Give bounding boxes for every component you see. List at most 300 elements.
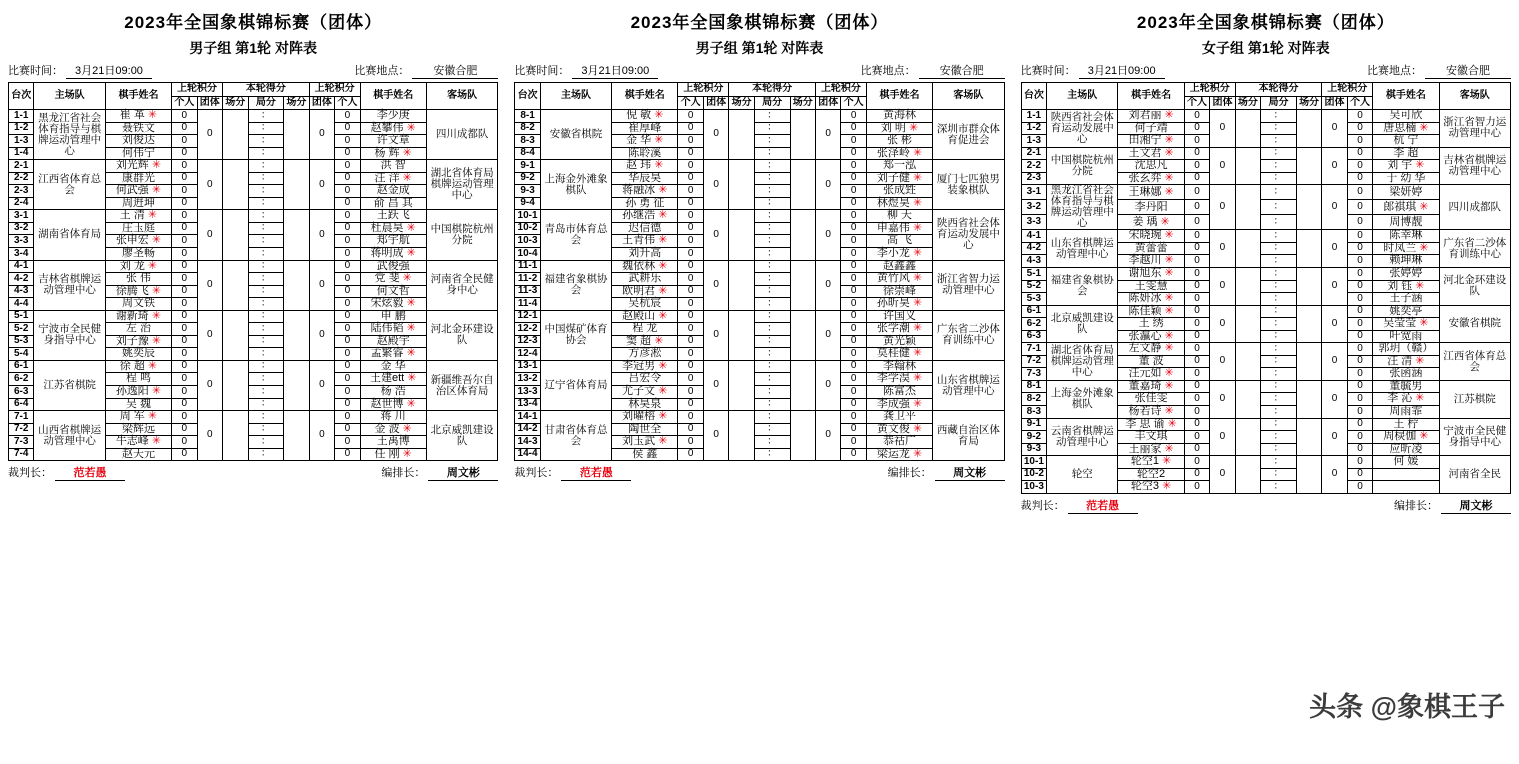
- player-name: 李 超: [1393, 146, 1419, 159]
- away-prev-person-score: 0: [841, 122, 866, 135]
- home-prev-person-score: 0: [678, 386, 703, 399]
- red-side-marker: ✳: [403, 221, 416, 234]
- col-header-person: 个人: [172, 96, 197, 110]
- red-side-marker: ✳: [1161, 146, 1174, 159]
- player-name-cell: [1373, 230, 1439, 243]
- referee-value: 范若愚: [1068, 497, 1138, 514]
- table-row: [515, 310, 1004, 323]
- col-header-prev-score: 上轮积分: [172, 83, 223, 97]
- this-round-game-score: ：: [1261, 280, 1297, 293]
- away-prev-person-score: 0: [841, 260, 866, 273]
- this-round-game-score: ：: [1261, 200, 1297, 215]
- player-name: 林煜昊: [876, 196, 910, 209]
- player-name: 谢旭东: [1128, 266, 1162, 279]
- col-header-tai: 台次: [515, 83, 540, 110]
- this-round-field-score: [729, 210, 754, 260]
- this-round-game-score: ：: [754, 235, 790, 248]
- home-prev-person-score: 0: [1184, 318, 1209, 331]
- player-name: 刘曜榕: [622, 410, 656, 423]
- red-side-marker: ✳: [1161, 367, 1174, 380]
- this-round-game-score: ：: [754, 147, 790, 160]
- player-name-cell: [1118, 305, 1184, 318]
- this-round-game-score: ：: [754, 260, 790, 273]
- player-name: 谢新琦: [115, 309, 149, 322]
- away-prev-person-score: 0: [1347, 122, 1372, 135]
- red-side-marker: ✳: [655, 209, 668, 222]
- home-prev-person-score: 0: [172, 235, 197, 248]
- player-name-cell: [360, 172, 426, 185]
- player-name-cell: [105, 298, 171, 311]
- away-prev-person-score: 0: [841, 423, 866, 436]
- red-side-marker: ✳: [399, 447, 412, 460]
- home-prev-person-score: 0: [678, 323, 703, 336]
- away-team-cell: 新疆维吾尔自治区体育局: [426, 360, 497, 410]
- player-name-cell: [1118, 393, 1184, 406]
- table-row: [1021, 305, 1510, 318]
- player-name: 赵鑫鑫: [883, 259, 917, 272]
- player-name: 武俊强: [376, 259, 410, 272]
- this-round-game-score: ：: [248, 436, 284, 449]
- player-name: 周棂伽: [1383, 430, 1417, 443]
- this-round-game-score: ：: [754, 248, 790, 261]
- player-name: 刘 明: [880, 121, 906, 134]
- player-name-cell: [1373, 185, 1439, 200]
- away-team-cell: 四川成都队: [1439, 185, 1510, 230]
- sheet-panel-1: [0, 0, 506, 764]
- away-prev-team-score: 0: [1322, 147, 1347, 185]
- red-side-marker: ✳: [1161, 292, 1174, 305]
- this-round-field-score-2: [284, 310, 309, 360]
- home-team-cell: 甘肃省体育总会: [540, 411, 611, 461]
- home-prev-person-score: 0: [1184, 393, 1209, 406]
- away-prev-person-score: 0: [335, 411, 360, 424]
- player-name: 张佳雯: [1134, 392, 1168, 405]
- this-round-game-score: ：: [248, 335, 284, 348]
- tai-cell: 10-1: [1021, 456, 1046, 469]
- red-side-marker: ✳: [909, 146, 923, 159]
- home-prev-team-score: 0: [1210, 185, 1235, 230]
- player-name: 龚卫平: [883, 410, 917, 423]
- tai-cell: 13-4: [515, 398, 540, 411]
- away-team-cell: 河南省全民健身中心: [426, 260, 497, 310]
- away-team-cell: 北京威凯建设队: [426, 411, 497, 461]
- tai-cell: 1-3: [1021, 135, 1046, 148]
- tai-cell: 9-3: [1021, 443, 1046, 456]
- this-round-field-score-2: [1296, 456, 1321, 494]
- this-round-game-score: ：: [754, 360, 790, 373]
- player-name: 董毓男: [1389, 379, 1423, 392]
- away-prev-person-score: 0: [1347, 267, 1372, 280]
- player-name-cell: [866, 335, 932, 348]
- away-prev-team-score: 0: [815, 260, 840, 310]
- player-name-cell: [866, 260, 932, 273]
- away-prev-person-score: 0: [1347, 110, 1372, 123]
- home-prev-person-score: 0: [678, 135, 703, 148]
- red-side-marker: ✳: [909, 196, 923, 209]
- table-row: [1021, 418, 1510, 431]
- this-round-game-score: ：: [248, 273, 284, 286]
- home-prev-person-score: 0: [678, 260, 703, 273]
- home-prev-team-score: 0: [1210, 456, 1235, 494]
- away-prev-person-score: 0: [841, 373, 866, 386]
- this-round-game-score: ：: [1261, 343, 1297, 356]
- home-prev-person-score: 0: [172, 260, 197, 273]
- home-prev-person-score: 0: [1184, 280, 1209, 293]
- this-round-game-score: ：: [754, 423, 790, 436]
- this-round-game-score: ：: [1261, 431, 1297, 444]
- home-prev-person-score: 0: [172, 386, 197, 399]
- player-name: 迟信德: [628, 221, 662, 234]
- player-name-cell: [612, 260, 678, 273]
- tai-cell: 5-3: [9, 335, 34, 348]
- meta-row: [8, 62, 498, 79]
- away-prev-person-score: 0: [841, 248, 866, 261]
- tai-cell: 8-1: [1021, 380, 1046, 393]
- player-name-cell: [1373, 343, 1439, 356]
- player-name-cell: [866, 373, 932, 386]
- table-row: [515, 210, 1004, 223]
- away-prev-person-score: 0: [841, 310, 866, 323]
- match-time-label: 比赛时间：: [8, 65, 63, 77]
- red-side-marker: ✳: [399, 272, 412, 285]
- player-name-cell: [1118, 160, 1184, 173]
- away-prev-person-score: 0: [1347, 406, 1372, 419]
- player-name: 赖坤琳: [1389, 254, 1423, 267]
- home-team-cell: 安徽省棋院: [540, 110, 611, 160]
- tai-cell: 3-3: [9, 235, 34, 248]
- player-name: 姚奕亭: [1389, 304, 1423, 317]
- player-name-cell: [612, 373, 678, 386]
- home-prev-team-score: 0: [1210, 343, 1235, 381]
- col-header-team-2: 团体: [815, 96, 840, 110]
- player-name-cell: [360, 210, 426, 223]
- tai-cell: 5-3: [1021, 293, 1046, 306]
- player-name-cell: [612, 335, 678, 348]
- pairing-table: [8, 82, 498, 461]
- player-name: 赵世博: [370, 397, 404, 410]
- player-name: 方彦淞: [628, 347, 662, 360]
- away-prev-person-score: 0: [335, 436, 360, 449]
- this-round-game-score: ：: [248, 298, 284, 311]
- player-name-cell: [105, 248, 171, 261]
- col-header-game: 局分: [754, 96, 790, 110]
- this-round-game-score: ：: [1261, 318, 1297, 331]
- this-round-field-score-2: [284, 160, 309, 210]
- player-name-cell: [360, 335, 426, 348]
- player-name: 林昊泉: [628, 397, 662, 410]
- this-round-field-score: [223, 160, 248, 210]
- player-name: 武耕乐: [628, 272, 662, 285]
- player-name-cell: [866, 411, 932, 424]
- away-prev-person-score: 0: [841, 185, 866, 198]
- tai-cell: 10-4: [515, 248, 540, 261]
- home-team-cell: 上海金外滩象棋队: [540, 160, 611, 210]
- tai-cell: 1-1: [9, 110, 34, 123]
- player-name-cell: [360, 411, 426, 424]
- this-round-game-score: ：: [1261, 418, 1297, 431]
- away-prev-team-score: 0: [1322, 418, 1347, 456]
- table-row: [1021, 343, 1510, 356]
- this-round-game-score: ：: [248, 197, 284, 210]
- home-prev-person-score: 0: [172, 160, 197, 173]
- table-row: [515, 110, 1004, 123]
- home-prev-person-score: 0: [678, 398, 703, 411]
- player-name-cell: [360, 248, 426, 261]
- player-name: 崔 革: [119, 109, 145, 121]
- col-header-field-2: 场分: [790, 96, 815, 110]
- player-name: 魏依林: [622, 259, 656, 272]
- player-name: 董 波: [1138, 354, 1164, 367]
- player-name: 洪 智: [380, 159, 406, 172]
- player-name-cell: [105, 135, 171, 148]
- col-header-game: 局分: [1261, 96, 1297, 110]
- away-prev-person-score: 0: [841, 222, 866, 235]
- player-name-cell: [1373, 318, 1439, 331]
- this-round-game-score: ：: [754, 285, 790, 298]
- match-time-value: 3月21日09:00: [1079, 62, 1165, 79]
- home-prev-person-score: 0: [1184, 418, 1209, 431]
- player-name: 叶宽雨: [1389, 329, 1423, 342]
- away-prev-person-score: 0: [1347, 343, 1372, 356]
- player-name: 董嘉琦: [1128, 379, 1162, 392]
- col-header-person-2: 个人: [335, 96, 360, 110]
- player-name-cell: [1373, 280, 1439, 293]
- tai-cell: 9-4: [515, 197, 540, 210]
- away-prev-person-score: 0: [335, 172, 360, 185]
- home-prev-person-score: 0: [1184, 355, 1209, 368]
- tai-cell: 12-2: [515, 323, 540, 336]
- this-round-game-score: ：: [1261, 355, 1297, 368]
- tai-cell: 3-3: [1021, 215, 1046, 230]
- player-name-cell: [866, 210, 932, 223]
- this-round-field-score: [223, 360, 248, 410]
- this-round-game-score: ：: [248, 323, 284, 336]
- referee-value: 范若愚: [561, 464, 631, 481]
- home-team-cell: 湖南省体育局: [34, 210, 105, 260]
- red-side-marker: ✳: [144, 410, 158, 423]
- player-name-cell: [360, 423, 426, 436]
- col-header-home-player: 棋手姓名: [105, 83, 171, 110]
- away-prev-person-score: 0: [335, 310, 360, 323]
- tai-cell: 2-4: [9, 197, 34, 210]
- player-name-cell: [105, 160, 171, 173]
- player-name-cell: [612, 185, 678, 198]
- red-side-marker: ✳: [1161, 171, 1174, 184]
- table-row: [1021, 267, 1510, 280]
- away-prev-person-score: 0: [841, 411, 866, 424]
- away-prev-team-score: 0: [1322, 343, 1347, 381]
- player-name-cell: [360, 386, 426, 399]
- player-name: 轮空1: [1130, 455, 1160, 468]
- col-header-team: 团体: [1210, 96, 1235, 110]
- player-name-cell: [1118, 280, 1184, 293]
- player-name-cell: [360, 273, 426, 286]
- red-side-marker: ✳: [909, 372, 923, 385]
- away-prev-person-score: 0: [1347, 230, 1372, 243]
- player-name: 周雨霏: [1389, 405, 1423, 417]
- player-name: 徐腾飞: [115, 284, 149, 297]
- away-prev-person-score: 0: [1347, 456, 1372, 469]
- player-name-cell: [612, 273, 678, 286]
- tai-cell: 11-3: [515, 285, 540, 298]
- this-round-game-score: ：: [248, 310, 284, 323]
- red-side-marker: ✳: [403, 397, 416, 410]
- table-row: [9, 260, 498, 273]
- away-prev-person-score: 0: [335, 273, 360, 286]
- player-name: 蒋明成: [370, 247, 404, 260]
- page-title: 2023年全国象棋锦标赛（团体）: [124, 13, 383, 32]
- away-prev-person-score: 0: [1347, 318, 1372, 331]
- away-team-cell: 吉林省棋牌运动管理中心: [1439, 147, 1510, 185]
- this-round-game-score: ：: [754, 386, 790, 399]
- player-name: 周 军: [119, 410, 145, 423]
- table-row: [1021, 380, 1510, 393]
- this-round-field-score: [1235, 110, 1260, 148]
- red-side-marker: ✳: [909, 322, 923, 335]
- player-name: 王 柠: [1393, 417, 1419, 430]
- this-round-field-score-2: [790, 411, 815, 461]
- page-subtitle: 男子组 第1轮 对阵表: [695, 40, 824, 56]
- table-row: [515, 360, 1004, 373]
- player-name-cell: [612, 436, 678, 449]
- away-prev-team-score: 0: [1322, 110, 1347, 148]
- home-prev-person-score: 0: [678, 285, 703, 298]
- player-name-cell: [866, 298, 932, 311]
- table-row: [1021, 147, 1510, 160]
- player-name: 刘 钰: [1387, 279, 1413, 292]
- this-round-game-score: ：: [1261, 305, 1297, 318]
- this-round-field-score-2: [1296, 418, 1321, 456]
- this-round-game-score: ：: [1261, 293, 1297, 306]
- player-name: 左文静: [1128, 342, 1162, 355]
- this-round-game-score: ：: [248, 373, 284, 386]
- home-prev-person-score: 0: [678, 436, 703, 449]
- red-side-marker: ✳: [1161, 266, 1174, 279]
- this-round-field-score: [729, 160, 754, 210]
- player-name-cell: [105, 147, 171, 160]
- col-header-prev-score: 上轮积分: [1184, 83, 1235, 97]
- player-name-cell: [612, 423, 678, 436]
- player-name-cell: [105, 323, 171, 336]
- this-round-field-score-2: [284, 411, 309, 461]
- away-prev-person-score: 0: [335, 260, 360, 273]
- away-prev-person-score: 0: [1347, 280, 1372, 293]
- home-prev-person-score: 0: [1184, 110, 1209, 123]
- red-side-marker: ✳: [655, 284, 668, 297]
- player-name-cell: [1373, 122, 1439, 135]
- tai-cell: 2-2: [1021, 160, 1046, 173]
- col-header-field: 场分: [1235, 96, 1260, 110]
- home-prev-person-score: 0: [172, 147, 197, 160]
- pairing-table: [514, 82, 1004, 461]
- player-name: 任 刚: [374, 447, 400, 460]
- this-round-game-score: ：: [1261, 468, 1297, 481]
- player-name: 崔厚峰: [628, 121, 662, 134]
- player-name: 赵殿山: [622, 309, 656, 322]
- red-side-marker: ✳: [1159, 480, 1172, 493]
- this-round-game-score: ：: [1261, 172, 1297, 185]
- this-round-field-score: [1235, 267, 1260, 305]
- red-side-marker: ✳: [1161, 379, 1174, 392]
- player-name: 黄竹风: [876, 272, 910, 285]
- referee-value: 范若愚: [55, 464, 125, 481]
- this-round-game-score: ：: [248, 147, 284, 160]
- away-prev-team-score: 0: [309, 210, 334, 260]
- home-prev-person-score: 0: [172, 110, 197, 123]
- tai-cell: 3-1: [1021, 185, 1046, 200]
- col-header-away-player: 棋手姓名: [1373, 83, 1439, 110]
- tai-cell: 4-1: [1021, 230, 1046, 243]
- player-name-cell: [1118, 418, 1184, 431]
- away-prev-person-score: 0: [1347, 215, 1372, 230]
- player-name-cell: [1118, 185, 1184, 200]
- player-name: 陆伟韬: [370, 322, 404, 335]
- player-name-cell: [1373, 172, 1439, 185]
- this-round-field-score: [1235, 343, 1260, 381]
- player-name-cell: [1373, 368, 1439, 381]
- player-name: 梁妍婷: [1389, 185, 1423, 198]
- this-round-game-score: ：: [754, 210, 790, 223]
- player-name-cell: [1373, 406, 1439, 419]
- player-name: 李小龙: [876, 247, 910, 260]
- player-name-cell: [1373, 110, 1439, 123]
- player-name: 陶世全: [628, 422, 662, 435]
- col-header-team: 团体: [703, 96, 728, 110]
- red-side-marker: ✳: [403, 347, 416, 360]
- player-name: 轮空3: [1130, 480, 1160, 493]
- this-round-game-score: ：: [1261, 481, 1297, 494]
- player-name: 宋炫毅: [370, 297, 404, 310]
- footer-row: [1021, 497, 1511, 514]
- home-prev-person-score: 0: [678, 222, 703, 235]
- player-name-cell: [1373, 255, 1439, 268]
- home-prev-person-score: 0: [172, 448, 197, 461]
- this-round-field-score: [1235, 418, 1260, 456]
- away-prev-team-score: 0: [309, 260, 334, 310]
- away-prev-person-score: 0: [335, 122, 360, 135]
- this-round-field-score: [1235, 185, 1260, 230]
- away-prev-person-score: 0: [841, 273, 866, 286]
- away-prev-person-score: 0: [1347, 255, 1372, 268]
- away-prev-person-score: 0: [841, 335, 866, 348]
- home-prev-team-score: 0: [1210, 305, 1235, 343]
- home-prev-person-score: 0: [172, 210, 197, 223]
- away-prev-person-score: 0: [841, 348, 866, 361]
- player-name: 许国义: [883, 309, 917, 322]
- this-round-game-score: ：: [248, 411, 284, 424]
- away-team-cell: 江苏棋院: [1439, 380, 1510, 418]
- red-side-marker: ✳: [148, 234, 162, 247]
- home-prev-person-score: 0: [1184, 147, 1209, 160]
- red-side-marker: ✳: [1416, 200, 1429, 213]
- match-place-value: 安徽合肥: [412, 62, 498, 79]
- player-name: 杜晨昊: [370, 221, 404, 234]
- player-name: 刘君丽: [1128, 109, 1162, 121]
- referee-label: 裁判长：: [8, 467, 52, 480]
- player-name-cell: [612, 411, 678, 424]
- home-prev-person-score: 0: [172, 273, 197, 286]
- away-prev-person-score: 0: [1347, 305, 1372, 318]
- this-round-game-score: ：: [248, 222, 284, 235]
- away-prev-person-score: 0: [335, 448, 360, 461]
- tai-cell: 1-1: [1021, 110, 1046, 123]
- player-name-cell: [612, 448, 678, 461]
- home-prev-person-score: 0: [678, 185, 703, 198]
- this-round-game-score: ：: [248, 448, 284, 461]
- player-name-cell: [612, 172, 678, 185]
- red-side-marker: ✳: [144, 109, 158, 121]
- tai-cell: 5-1: [9, 310, 34, 323]
